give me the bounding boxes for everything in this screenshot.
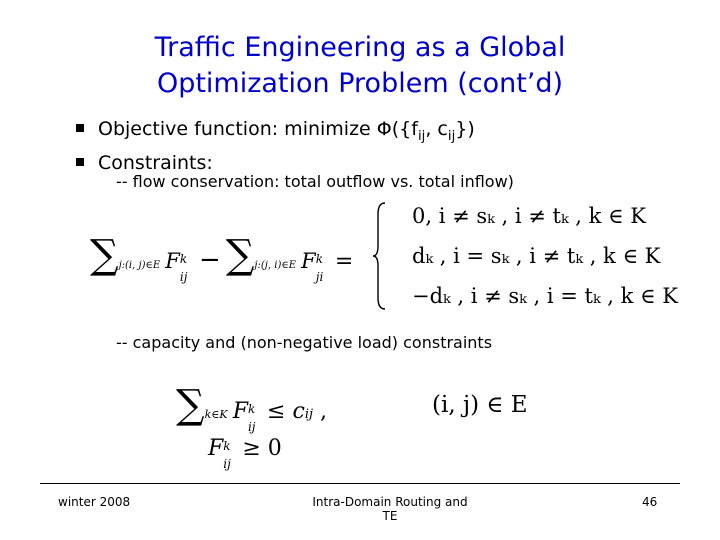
case-3: −dₖ , i ≠ sₖ , i = tₖ , k ∈ K: [412, 284, 678, 308]
title-line-1: Traffic Engineering as a Global: [154, 32, 566, 63]
slide-title: [0, 30, 720, 102]
footer-divider: [40, 483, 680, 484]
footer-page-number: 46: [642, 495, 658, 509]
footer-date: winter 2008: [58, 495, 131, 509]
note-capacity: -- capacity and (non-negative load) constraints: [116, 333, 493, 352]
bullet-square-icon: [76, 158, 84, 166]
footer-course: Intra-Domain Routing and TE: [312, 495, 468, 523]
bullet-square-icon: [76, 124, 84, 132]
conservation-lhs: ∑j:(i, j)∈E F k ij − ∑j:(j, i)∈E F k ji =: [90, 232, 354, 284]
constraints-text: Constraints:: [98, 151, 213, 174]
capacity-formula: ∑k∈K F k ij ≤ cij ,: [176, 382, 328, 434]
cases-brace: [372, 202, 386, 310]
bullet-objective: [76, 116, 475, 150]
note-flow-conservation: -- flow conservation: total outflow vs. total inflow): [116, 172, 514, 191]
title-line-2: Optimization Problem (cont’d): [156, 68, 564, 99]
nonneg-formula: F k ij ≥ 0: [208, 436, 282, 471]
case-2: dₖ , i = sₖ , i ≠ tₖ , k ∈ K: [412, 244, 661, 268]
case-1: 0, i ≠ sₖ , i ≠ tₖ , k ∈ K: [412, 204, 646, 228]
objective-formula: $\Phi(\{f_{ij}$, $c_{ij}$}): [376, 118, 475, 144]
bullet-list: [76, 116, 475, 177]
capacity-condition: (i, j) ∈ E: [432, 392, 528, 418]
objective-text: Objective function: minimize: [98, 118, 371, 140]
